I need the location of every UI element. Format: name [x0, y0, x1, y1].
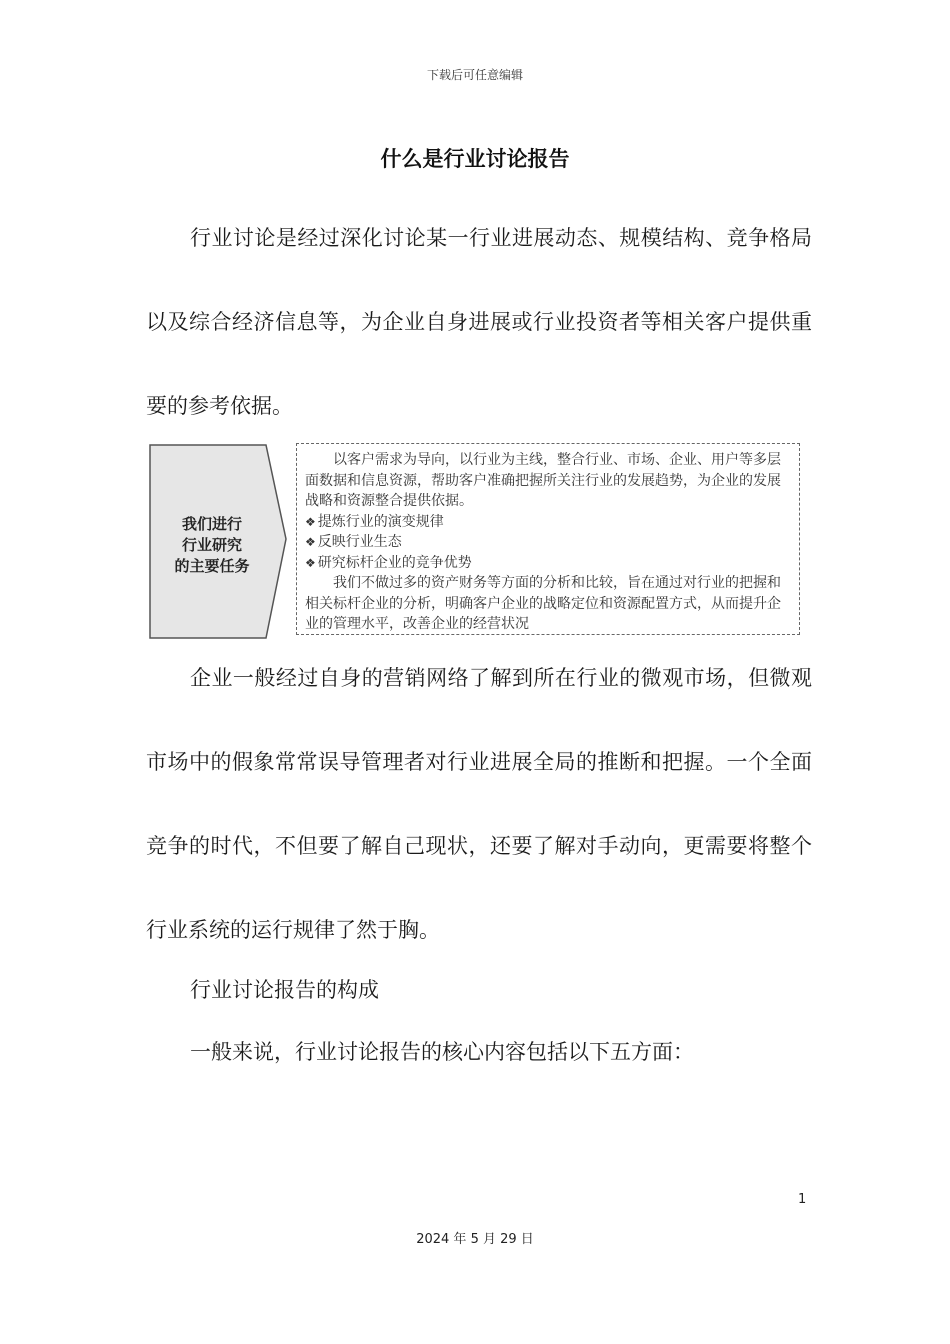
paragraph-intro: 行业讨论是经过深化讨论某一行业进展动态、规模结构、竞争格局以及综合经济信息等，为企业自身进展或行业投资者等相关客户提供重要的参考依据。 [146, 226, 812, 418]
figure-left-label-line: 的主要任务 [174, 557, 250, 575]
figure-bullet-item: ❖ 反映行业生态 [305, 532, 789, 553]
figure-left-label-line: 我们进行 [181, 515, 242, 533]
paragraph-market: 企业一般经过自身的营销网络了解到所在行业的微观市场，但微观市场中的假象常常误导管理者对行业进展全局的推断和把握。一个全面竞争的时代，不但要了解自己现状，还要了解对手动向，更需要将整个行业系统的运行规律了然于胸。 [146, 666, 812, 942]
footer-date: 2024 年 5 月 29 日 [416, 1232, 534, 1247]
figure-text-box [296, 443, 800, 635]
document-title: 什么是行业讨论报告 [380, 147, 570, 171]
paragraph-core-content: 一般来说，行业讨论报告的核心内容包括以下五方面： [190, 1040, 694, 1064]
page-number: 1 [798, 1192, 807, 1207]
figure-left-label-line: 行业研究 [181, 536, 242, 554]
figure-left-label [162, 514, 262, 577]
figure-closing-text: 我们不做过多的资产财务等方面的分析和比较，旨在通过对行业的把握和相关标杆企业的分析，明确客户企业的战略定位和资源配置方式，从而提升企业的管理水平，改善企业的经营状况 [305, 575, 781, 632]
section-heading-composition: 行业讨论报告的构成 [190, 978, 379, 1002]
figure-bullet-item: ❖ 研究标杆企业的竞争优势 [305, 553, 789, 574]
header-note: 下载后可任意编辑 [426, 68, 523, 82]
research-tasks-figure [148, 442, 804, 640]
figure-bullet-item: ❖ 提炼行业的演变规律 [305, 512, 789, 533]
figure-intro-text: 以客户需求为导向，以行业为主线，整合行业、市场、企业、用户等多层面数据和信息资源，帮助客户准确把握所关注行业的发展趋势，为企业的发展战略和资源整合提供依据。 [305, 452, 781, 509]
